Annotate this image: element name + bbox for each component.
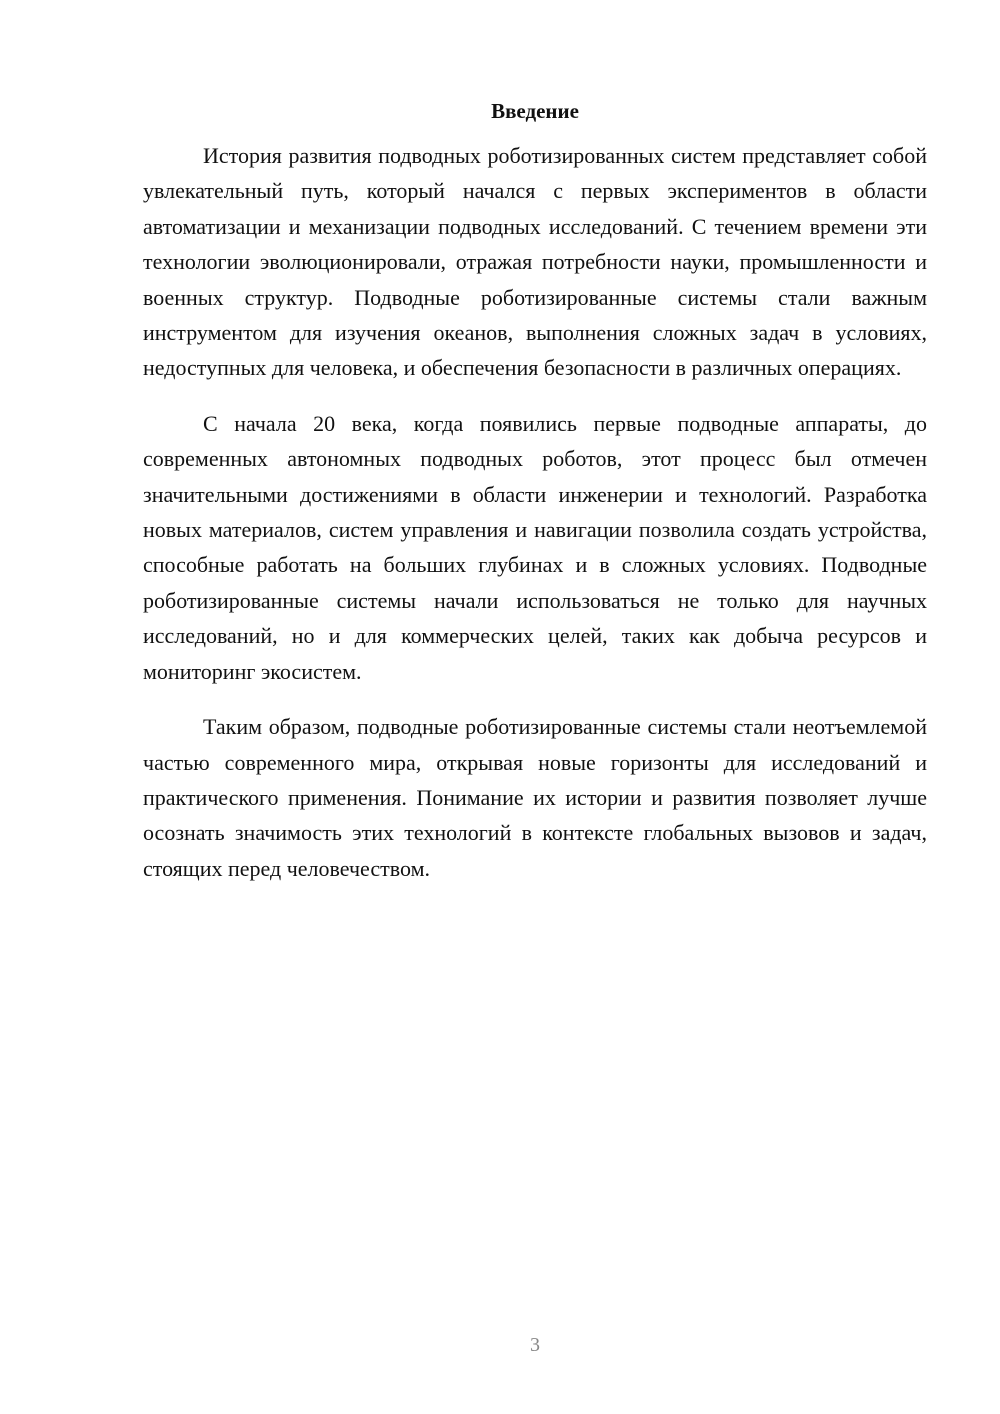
- section-heading: Введение: [491, 99, 579, 123]
- page-number: 3: [530, 1334, 540, 1356]
- paragraph-3: Таким образом, подводные роботизированные системы стали неотъемлемой частью современного мира, открывая новые горизонты для исследований и практического применения. Понимание их истории и развития позволяет лучше осознать значимость этих технологий в контексте глобальных вызовов и задач, стоящих перед человечеством.: [143, 714, 927, 881]
- paragraph-2: С начала 20 века, когда появились первые подводные аппараты, до современных автономных подводных роботов, этот процесс был отмечен значительными достижениями в области инженерии и технологий. Разработка новых материалов, систем управления и навигации позволила создать устройства, способные работать на больших глубинах и в сложных условиях. Подводные роботизированные системы начали использоваться не только для научных исследований, но и для коммерческих целей, таких как добыча ресурсов и мониторинг экосистем.: [143, 410, 927, 684]
- paragraph-1: История развития подводных роботизированных систем представляет собой увлекательный путь, который начался с первых экспериментов в области автоматизации и механизации подводных исследований. С течением времени эти технологии эволюционировали, отражая потребности науки, промышленности и военных структур. Подводные роботизированные системы стали важным инструментом для изучения океанов, выполнения сложных задач в условиях, недоступных для человека, и обеспечения безопасности в различных операциях.: [143, 143, 927, 381]
- page-content: [143, 96, 927, 906]
